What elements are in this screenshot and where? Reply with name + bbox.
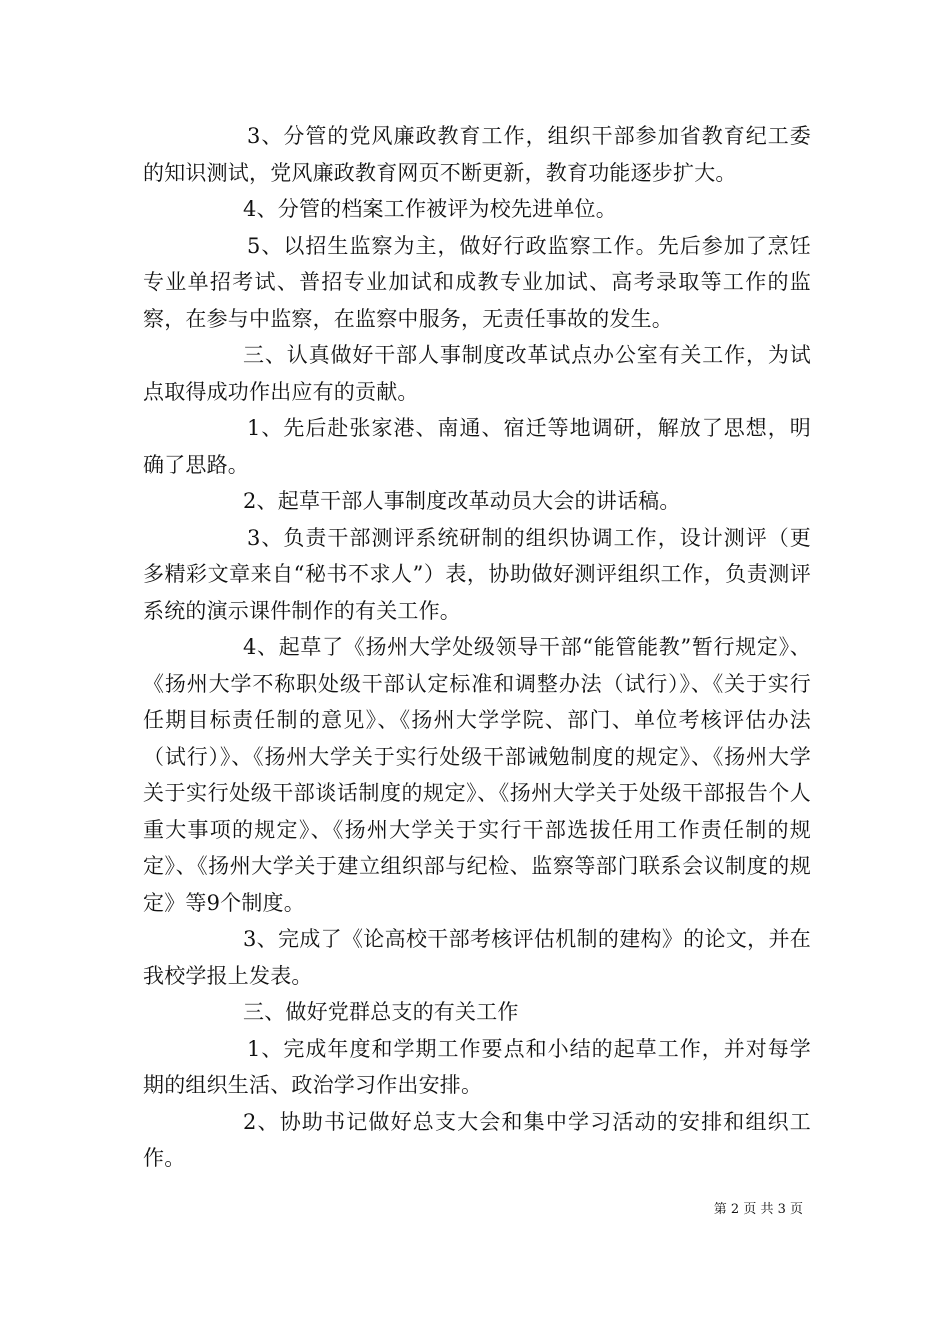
section-heading-personnel-reform: 三、认真做好干部人事制度改革试点办公室有关工作，为试点取得成功作出应有的贡献。: [143, 343, 811, 404]
paragraph-party-education: 3、分管的党风廉政教育工作，组织干部参加省教育纪工委的知识测试，党风廉政教育网页不断更新，教育功能逐步扩大。: [143, 124, 811, 185]
paragraph-archive-work: 4、分管的档案工作被评为校先进单位。: [243, 197, 617, 221]
paragraph-speech-draft: 2、起草干部人事制度改革动员大会的讲话稿。: [243, 489, 681, 513]
paragraph-work-plan: 1、完成年度和学期工作要点和小结的起草工作，并对每学期的组织生活、政治学习作出安排。: [143, 1036, 811, 1097]
paragraph-thesis-published: 3、完成了《论高校干部考核评估机制的建构》的论文，并在我校学报上发表。: [143, 927, 811, 988]
paragraph-assist-secretary: 2、协助书记做好总支大会和集中学习活动的安排和组织工作。: [143, 1109, 811, 1170]
paragraph-evaluation-system: 3、负责干部测评系统研制的组织协调工作，设计测评（更多精彩文章来自“秘书不求人”）表，协助做好测评组织工作，负责测评系统的演示课件制作的有关工作。: [143, 525, 811, 623]
paragraph-regulations-drafted: 4、起草了《扬州大学处级领导干部“能管能教”暂行规定》、《扬州大学不称职处级干部认定标准和调整办法（试行）》、《关于实行任期目标责任制的意见》、《扬州大学学院、部门、单位考核评估办法（试行）》、《扬州大学关于实行处级干部诫勉制度的规定》、《扬州大学关于实行处级干部谈话制度的规定》、《扬州大学关于处级干部报告个人重大事项的规定》、《扬州大学关于实行干部选拔任用工作责任制的规定》、《扬州大学关于建立组织部与纪检、监察等部门联系会议制度的规定》等9个制度。: [143, 635, 811, 915]
paragraph-admission-supervision: 5、以招生监察为主，做好行政监察工作。先后参加了烹饪专业单招考试、普招专业加试和成教专业加试、高考录取等工作的监察，在参与中监察，在监察中服务，无责任事故的发生。: [143, 233, 811, 331]
page-number-footer: 第 2 页 共 3 页: [713, 1202, 803, 1217]
document-body: [143, 118, 811, 1177]
section-heading-party-branch: 三、做好党群总支的有关工作: [243, 1000, 519, 1024]
paragraph-research-visits: 1、先后赴张家港、南通、宿迁等地调研，解放了思想，明确了思路。: [143, 416, 811, 477]
